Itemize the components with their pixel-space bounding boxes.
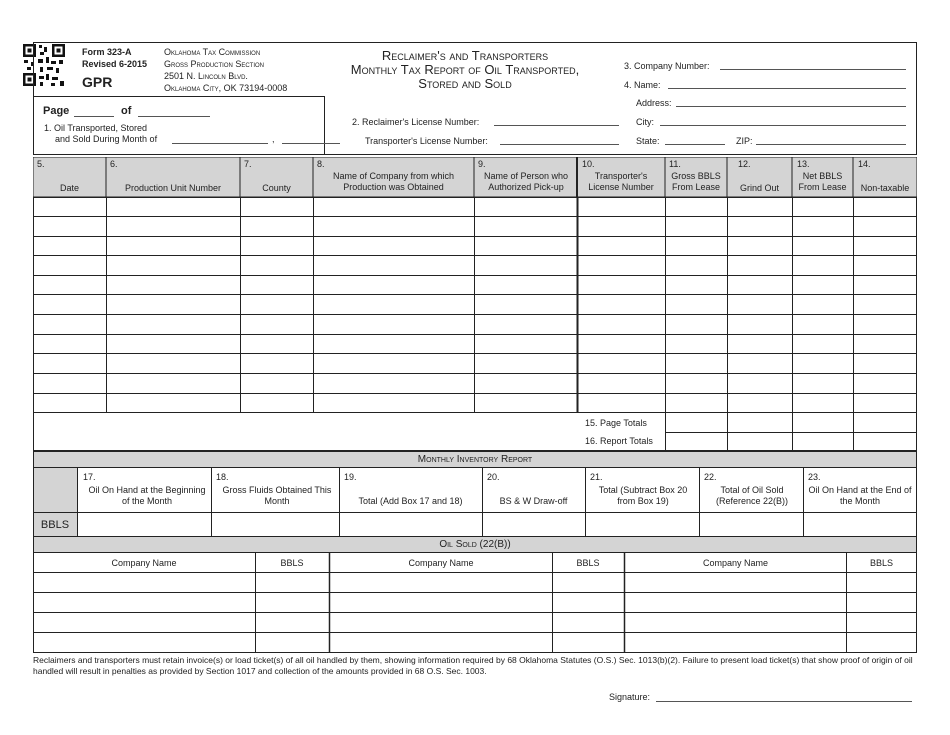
inv-20-num: 20. [487, 472, 500, 482]
page-totals-label: 15. Page Totals [585, 418, 647, 428]
col-11-label: Gross BBLS From Lease [671, 171, 721, 192]
agency-line-4: Oklahoma City, OK 73194-0008 [164, 83, 288, 93]
page-number-field[interactable] [74, 116, 114, 117]
col-12-num: 12. [738, 159, 751, 169]
inv-22-num: 22. [704, 472, 717, 482]
main-table-header [33, 157, 917, 197]
company-number-label: 3. Company Number: [624, 61, 710, 71]
inv-17-field[interactable] [78, 513, 211, 536]
inv-18-field[interactable] [212, 513, 339, 536]
col-7-num: 7. [244, 159, 252, 169]
year-field[interactable] [282, 143, 340, 144]
col-10-label: Transporter's License Number [588, 171, 654, 192]
col-9-num: 9. [478, 159, 486, 169]
col-8-label: Name of Company from which Production was Obtained [332, 171, 455, 192]
inv-23-num: 23. [808, 472, 821, 482]
col-8-num: 8. [317, 159, 325, 169]
month-field[interactable] [172, 143, 268, 144]
of-label: of [121, 105, 132, 117]
agency-line-2: Gross Production Section [164, 59, 265, 69]
page-total-field[interactable] [138, 116, 210, 117]
sold-company-header-3: Company Name [702, 558, 769, 568]
inv-bbls-label: BBLS [40, 519, 70, 531]
inv-21-label: Total (Subtract Box 20 from Box 19) [598, 485, 688, 506]
inv-19-label: Total (Add Box 17 and 18) [358, 496, 463, 506]
zip-label: ZIP: [736, 136, 753, 146]
form-number: Form 323-A [82, 47, 132, 57]
inv-22-field[interactable] [700, 513, 803, 536]
inv-20-field[interactable] [483, 513, 585, 536]
col-13-label: Net BBLS From Lease [798, 171, 847, 192]
signature-field[interactable] [656, 701, 912, 702]
sold-bbls-header-3: BBLS [869, 558, 893, 568]
oil-month-label-1: 1. Oil Transported, Stored [44, 123, 148, 133]
inventory-title: Monthly Inventory Report [33, 451, 917, 468]
sold-company-header-2: Company Name [408, 558, 474, 568]
page-label: Page [43, 105, 70, 117]
title-line-1: Reclaimer's and Transporters [381, 48, 549, 63]
name-label: 4. Name: [624, 80, 661, 90]
inv-23-field[interactable] [804, 513, 916, 536]
inv-18-label: Gross Fluids Obtained This Month [222, 485, 332, 506]
reclaimer-license-field[interactable] [494, 125, 619, 126]
title-line-3: Stored and Sold [418, 76, 512, 91]
inv-19-num: 19. [344, 472, 357, 482]
oil-sold-title: Oil Sold (22(B)) [33, 536, 917, 553]
col-13-num: 13. [797, 159, 810, 169]
col-14-label: Non-taxable [860, 183, 910, 193]
col-10-num: 10. [582, 159, 595, 169]
col-6-label: Production Unit Number [124, 183, 222, 193]
inv-17-num: 17. [83, 472, 96, 482]
form-code: GPR [82, 74, 113, 90]
oil-month-label-2: and Sold During Month of [55, 134, 158, 144]
col-11-num: 11. [669, 159, 681, 169]
col-12-label: Grind Out [739, 183, 779, 193]
agency-line-1: Oklahoma Tax Commission [164, 47, 261, 57]
legal-notice: Reclaimers and transporters must retain invoice(s) or load ticket(s) of all oil handled by them, showing information required by 68 Oklahoma Statutes (O.S.) Sec. 1013(b)(2). Failure to present load ticket(s) that show proof of origin of oil handled will result in penalties as provided by Section 1017 and collection of the amounts provided in 68 O.S. Sec. 1003. [33, 655, 913, 676]
report-totals-label: 16. Report Totals [585, 436, 653, 446]
agency-line-3: 2501 N. Lincoln Blvd. [164, 71, 248, 81]
inv-18-num: 18. [216, 472, 229, 482]
transporter-license-label: Transporter's License Number: [365, 136, 488, 146]
col-7-label: County [262, 183, 291, 193]
transporter-license-field[interactable] [500, 144, 619, 145]
sold-company-header-1: Company Name [111, 558, 177, 568]
comma: , [272, 134, 275, 144]
form-revised: Revised 6-2015 [82, 59, 148, 69]
signature-label: Signature: [609, 692, 651, 702]
reclaimer-license-label: 2. Reclaimer's License Number: [352, 117, 480, 127]
col-9-label: Name of Person who Authorized Pick-up [483, 171, 569, 192]
col-14-num: 14. [858, 159, 871, 169]
sold-bbls-header-1: BBLS [280, 558, 304, 568]
address-label: Address: [636, 98, 672, 108]
inv-21-field[interactable] [586, 513, 699, 536]
inv-21-num: 21. [590, 472, 603, 482]
inventory-table [33, 467, 917, 537]
inv-19-field[interactable] [340, 513, 482, 536]
col-5-num: 5. [37, 159, 45, 169]
state-label: State: [636, 136, 660, 146]
inv-17-label: Oil On Hand at the Beginning of the Month [88, 485, 206, 506]
col-5-label: Date [59, 183, 79, 193]
main-table-body[interactable] [33, 197, 917, 451]
inv-23-label: Oil On Hand at the End of the Month [808, 485, 912, 506]
city-label: City: [636, 117, 654, 127]
inv-22-label: Total of Oil Sold (Reference 22(B)) [715, 485, 789, 506]
inv-20-label: BS & W Draw-off [499, 496, 568, 506]
oil-sold-table[interactable] [33, 552, 917, 653]
title-line-2: Monthly Tax Report of Oil Transported, [350, 62, 580, 77]
col-6-num: 6. [110, 159, 118, 169]
sold-bbls-header-2: BBLS [576, 558, 600, 568]
